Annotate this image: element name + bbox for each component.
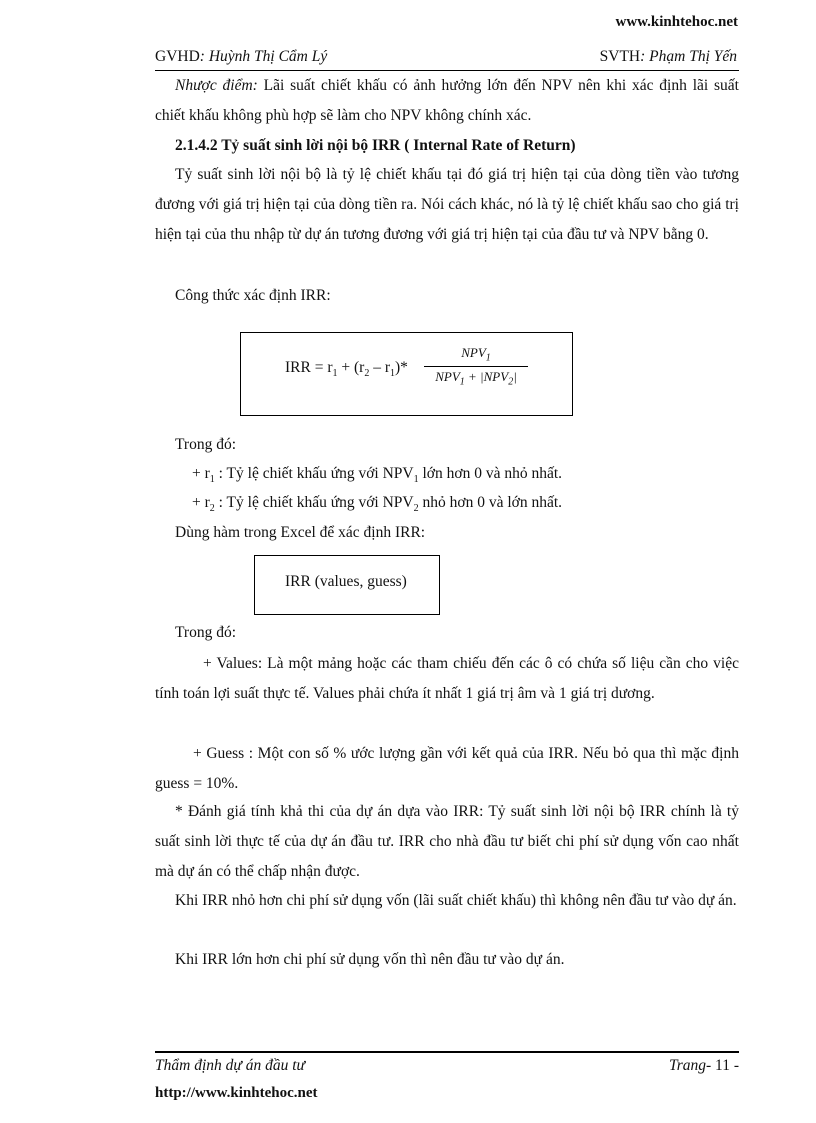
values-description: + Values: Là một mảng hoặc các tham chiếu đến các ô có chứa số liệu cần cho việc tính toán lợi suất thực tế. Values phải chứa ít nhất 1 giá trị âm và 1 giá trị dương. [155, 655, 739, 702]
footer-divider [155, 1051, 739, 1053]
r2-definition: + $r_2$ : Tỷ lệ chiết khấu ứng với $NPV_2$ nhỏ hơn 0 và lớn nhất. [192, 494, 563, 515]
excel-formula-box: IRR (values, guess) [254, 555, 440, 615]
where-label-1: Trong đó: [175, 436, 237, 453]
guess-description: + Guess : Một con số % ước lượng gần với kết quả của IRR. Nếu bỏ qua thì mặc định guess = 10%. [155, 745, 739, 792]
irr-definition-paragraph: Tỷ suất sinh lời nội bộ là tỷ lệ chiết khấu tại đó giá trị hiện tại của dòng tiền vào tương đương với giá trị hiện tại của dòng tiền ra. Nói cách khác, nó là tỷ lệ chiết khấu sao cho giá trị hiện tại của thu nhập từ dự án tương đương với giá trị hiện tại của đầu tư và NPV bằng 0. [155, 166, 739, 243]
excel-intro: Dùng hàm trong Excel để xác định IRR: [175, 524, 426, 541]
irr-formula-box [240, 332, 573, 416]
page-number: Trang- 11 - [668, 1057, 739, 1074]
fraction-numerator: $NPV_1$ [461, 345, 491, 364]
where-label-2: Trong đó: [175, 624, 237, 641]
student-credit: SVTH: Phạm Thị Yến [599, 48, 737, 65]
r1-definition: + $r_1$ : Tỷ lệ chiết khấu ứng với $NPV_1$ lớn hơn 0 và nhỏ nhất. [192, 465, 563, 486]
irr-higher-paragraph: Khi IRR lớn hơn chi phí sử dụng vốn thì nên đầu tư vào dự án. [175, 951, 565, 968]
irr-lower-paragraph: Khi IRR nhỏ hơn chi phí sử dụng vốn (lãi suất chiết khấu) thì không nên đầu tư vào dự án. [175, 892, 737, 909]
formula-fraction [421, 345, 531, 387]
formula-intro: Công thức xác định IRR: [175, 287, 331, 304]
disadvantage-paragraph: Nhược điểm: Lãi suất chiết khấu có ảnh hưởng lớn đến NPV nên khi xác định lãi suất chiết khấu không phù hợp sẽ làm cho NPV không chính xác. [155, 77, 739, 124]
formula-lhs: IRR = $r_1 + (r_2 - r_1)*$ [285, 359, 408, 380]
page-footer [155, 1057, 739, 1075]
fraction-denominator: $NPV_1 + |NPV_2|$ [435, 368, 517, 388]
instructor-credit: GVHD: Huỳnh Thị Cẩm Lý [155, 48, 328, 65]
page-header [155, 48, 737, 66]
footer-title: Thẩm định dự án đầu tư [155, 1057, 305, 1074]
evaluation-paragraph: * Đánh giá tính khả thi của dự án dựa vào IRR: Tỷ suất sinh lời nội bộ IRR chính là tỷ suất sinh lời thực tế của dự án đầu tư. IRR cho nhà đầu tư biết chi phí sử dụng vốn cao nhất mà dự án có thể chấp nhận được. [155, 803, 739, 880]
site-url-top[interactable]: www.kinhtehoc.net [615, 14, 738, 30]
site-url-bottom[interactable]: http://www.kinhtehoc.net [155, 1085, 318, 1101]
section-heading: 2.1.4.2 Tỷ suất sinh lời nội bộ IRR ( Internal Rate of Return) [175, 137, 576, 154]
